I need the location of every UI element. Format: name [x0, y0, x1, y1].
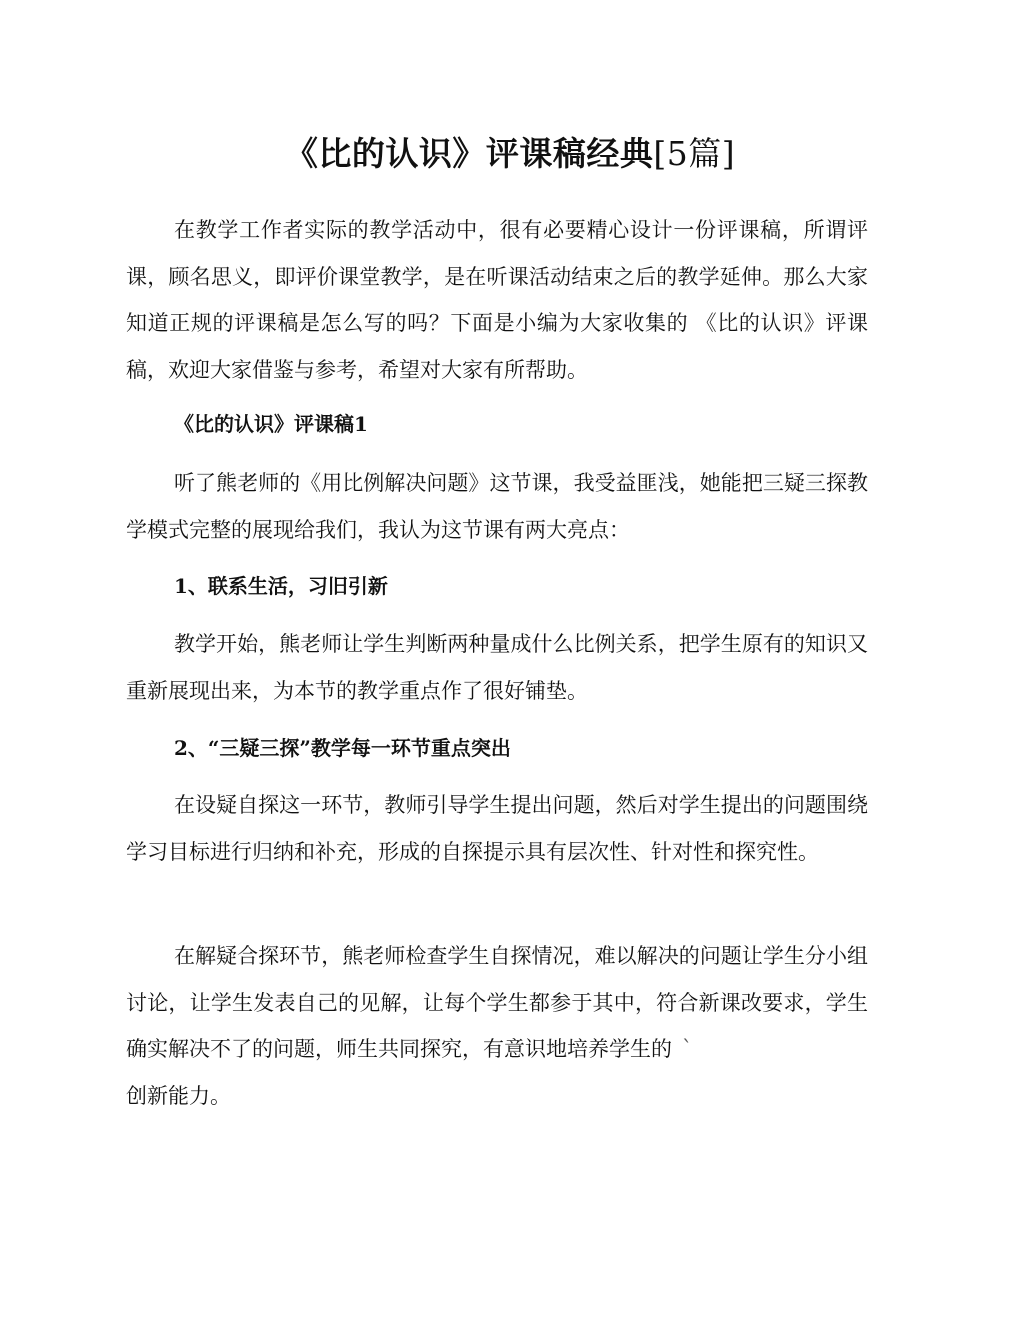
title-suffix: [5篇] — [653, 134, 736, 173]
paragraph-3: 在设疑自探这一环节，教师引导学生提出问题，然后对学生提出的问题围绕学习目标进行归纳和补充，形成的自探提示具有层次性、针对性和探究性。 — [126, 793, 868, 864]
point-2-heading: 2、“三疑三探”教学每一环节重点突出 — [174, 736, 511, 760]
paragraph-2: 教学开始，熊老师让学生判断两种量成什么比例关系，把学生原有的知识又重新展现出来，为本节的教学重点作了很好铺垫。 — [126, 632, 868, 703]
paragraph-4-body: 在解疑合探环节，熊老师检查学生自探情况，难以解决的问题让学生分小组讨论，让学生发表自己的见解，让每个学生都参于其中，符合新课改要求，学生确实解决不了的问题，师生共同探究，有意识地培养学生的 — [126, 944, 868, 1061]
point-1-heading: 1、联系生活，习旧引新 — [174, 574, 388, 598]
section-heading: 《比的认识》评课稿1 — [174, 412, 368, 436]
title-main: 《比的认识》评课稿经典 — [284, 134, 654, 173]
paragraph-1: 听了熊老师的《用比例解决问题》这节课，我受益匪浅，她能把三疑三探教学模式完整的展现给我们，我认为这节课有两大亮点： — [126, 471, 868, 542]
document-title — [0, 128, 1020, 180]
paragraph-4-mark: ` — [682, 1037, 693, 1061]
paragraph-4 — [126, 933, 868, 1119]
paragraph-4-end: 创新能力。 — [126, 1083, 231, 1108]
intro-paragraph: 在教学工作者实际的教学活动中，很有必要精心设计一份评课稿，所谓评课，顾名思义，即评价课堂教学，是在听课活动结束之后的教学延伸。那么大家知道正规的评课稿是怎么写的吗？下面是小编为大家收集的 《比的认识》评课稿，欢迎大家借鉴与参考，希望对大家有所帮助。 — [126, 218, 868, 382]
